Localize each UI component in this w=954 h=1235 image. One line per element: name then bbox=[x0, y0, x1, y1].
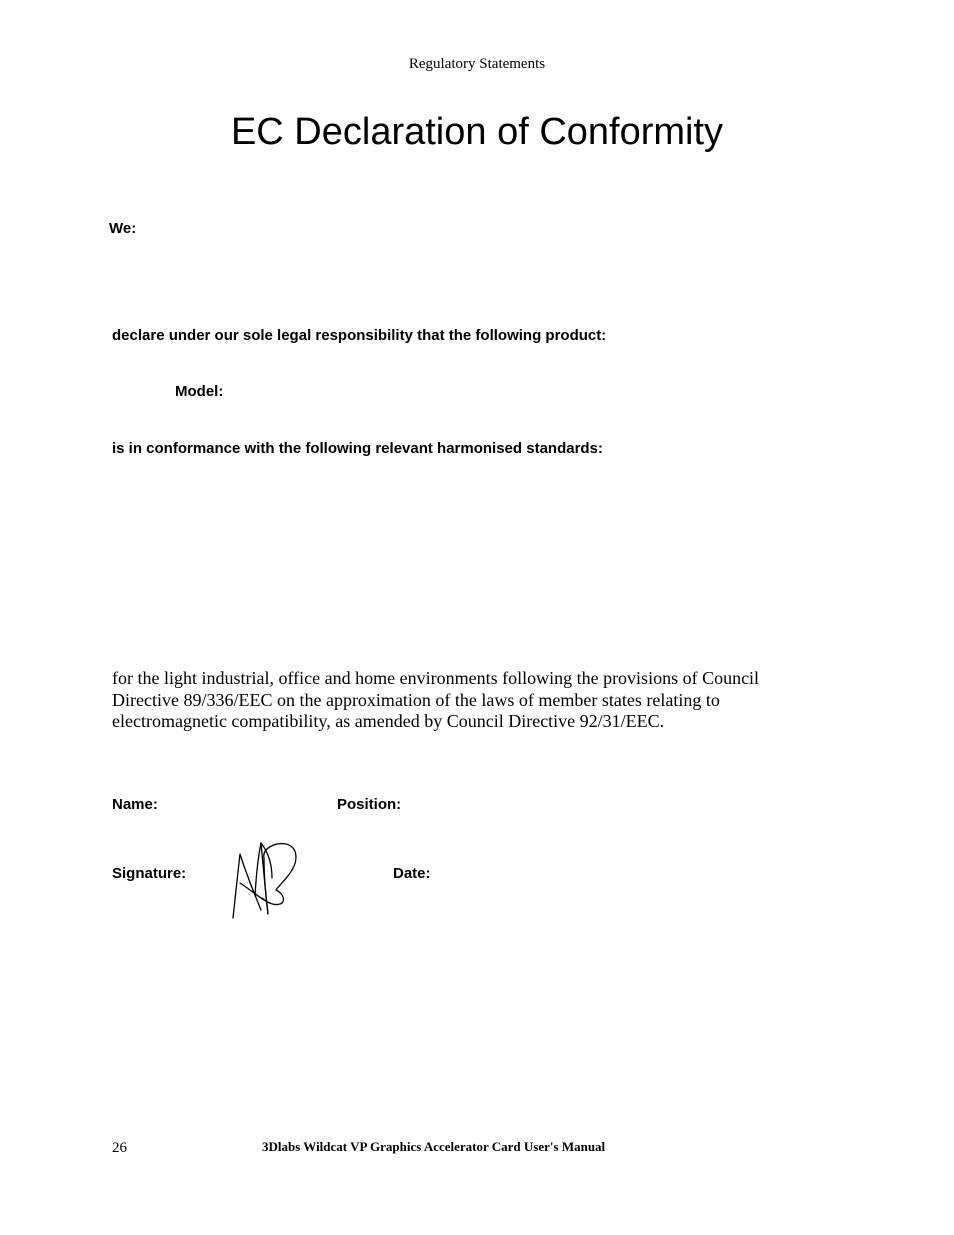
handwritten-signature bbox=[228, 838, 304, 922]
position-label: Position: bbox=[337, 796, 402, 813]
date-label: Date: bbox=[393, 865, 431, 882]
page-title: EC Declaration of Conformity bbox=[230, 111, 724, 153]
running-header: Regulatory Statements bbox=[408, 56, 546, 72]
name-label: Name: bbox=[112, 796, 158, 813]
we-label: We: bbox=[109, 220, 137, 237]
signature-label: Signature: bbox=[112, 865, 187, 882]
declaration-statement: declare under our sole legal responsibility that the following product: bbox=[112, 327, 607, 344]
provisions-paragraph: for the light industrial, office and home environments following the provisions of Council Directive 89/336/EEC on the approximation of the laws of member states relating to electromagnetic compatibility, as amended by Council Directive 92/31/EEC. bbox=[112, 668, 760, 732]
footer-manual-title: 3Dlabs Wildcat VP Graphics Accelerator Card User's Manual bbox=[262, 1139, 606, 1154]
conformance-statement: is in conformance with the following relevant harmonised standards: bbox=[112, 440, 603, 457]
page-number: 26 bbox=[112, 1140, 127, 1156]
model-label: Model: bbox=[175, 383, 224, 400]
